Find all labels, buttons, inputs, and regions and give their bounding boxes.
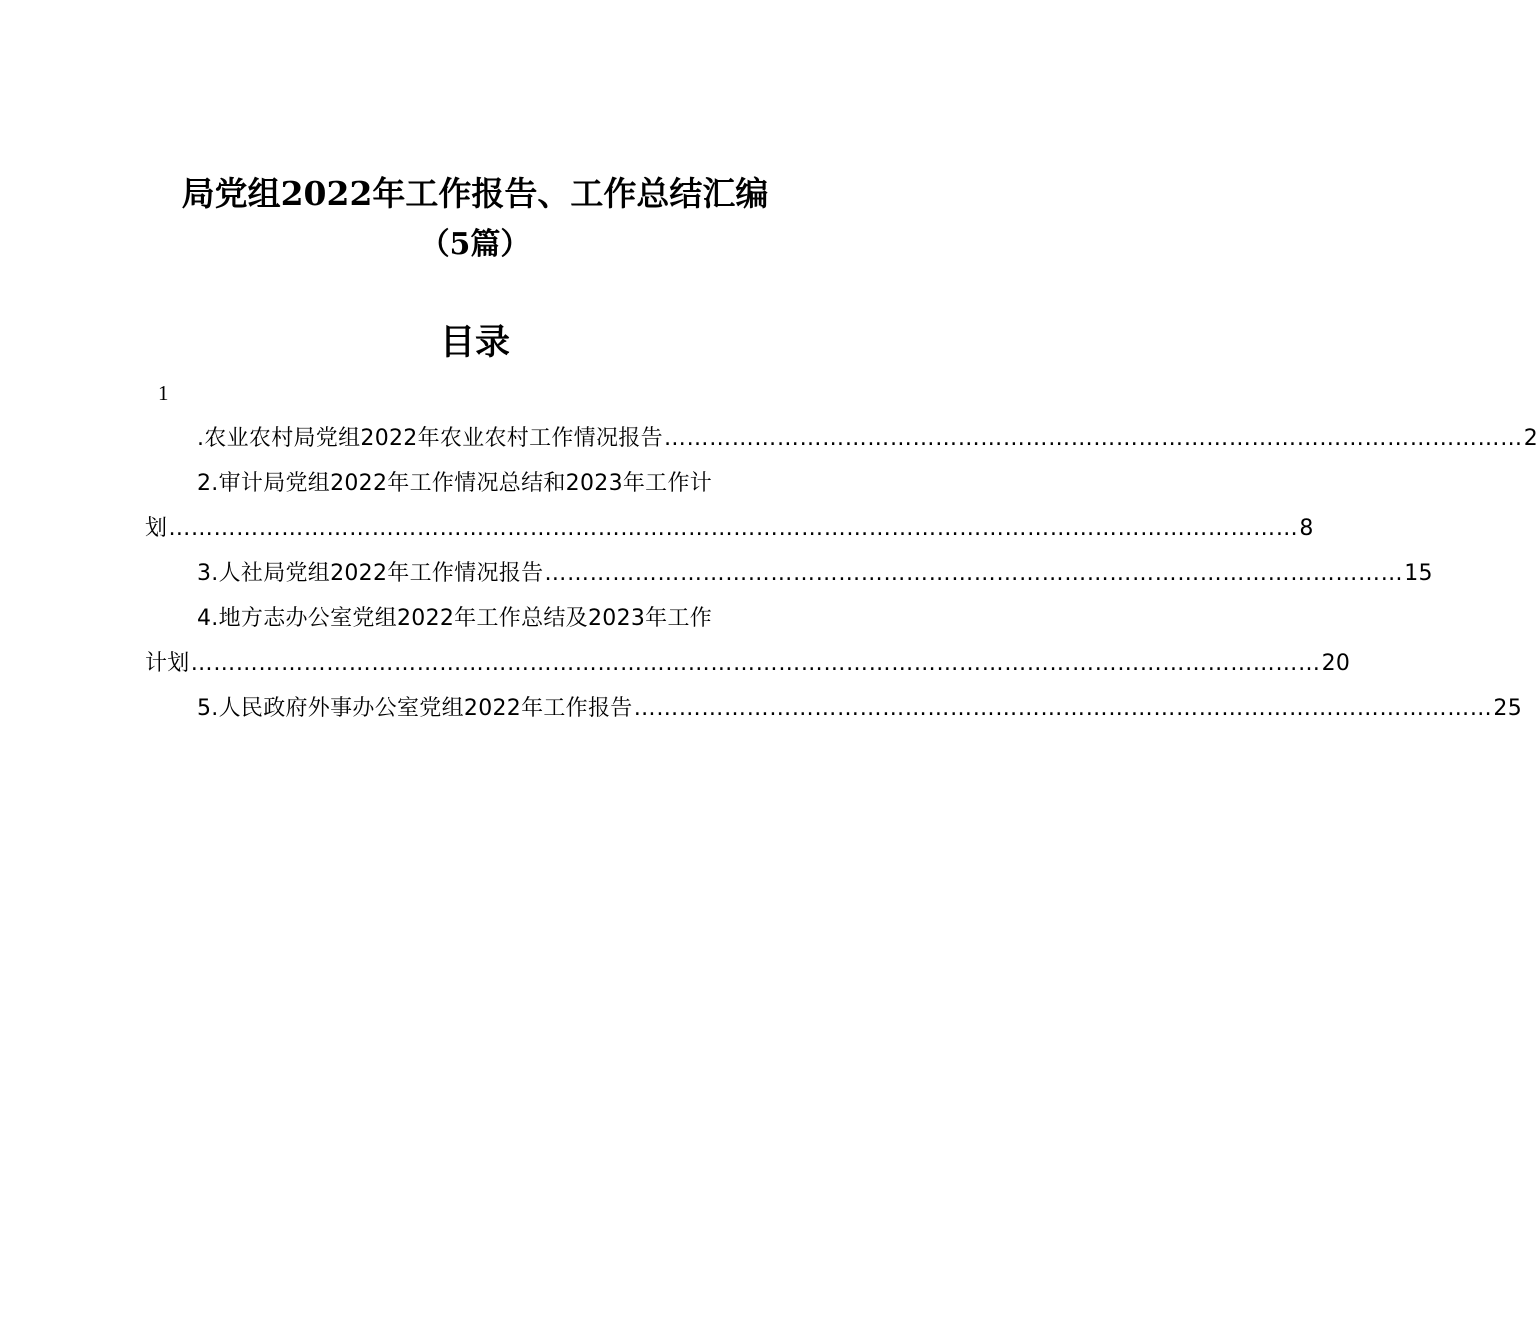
toc-entry-2[interactable] — [145, 461, 805, 506]
toc-entry-title: 4.地方志办公室党组2022年工作总结及2023年工作 — [197, 606, 713, 631]
toc-entry-4-continuation[interactable] — [145, 641, 1351, 686]
toc-page-number: 25 — [1493, 696, 1523, 721]
toc-page-number: 20 — [1321, 651, 1351, 676]
document-subtitle-count: （5篇） — [419, 227, 531, 262]
toc-page-number: 8 — [1299, 516, 1314, 541]
toc-entry-title: .农业农村局党组2022年农业农村工作情况报告 — [197, 426, 663, 451]
toc-leader-dots: …………………………………………………………………………………………………… — [663, 426, 1523, 451]
toc-leader-dots: …………………………………………………………………………………………………………………………………… — [190, 651, 1321, 676]
toc-leader-dots: …………………………………………………………………………………………………… — [633, 696, 1493, 721]
toc-entry-4[interactable] — [145, 596, 805, 641]
toc-entry-title: 2.审计局党组2022年工作情况总结和2023年工作计 — [197, 471, 713, 496]
toc-heading: 目录 — [439, 322, 510, 363]
toc-entry-title-continued: 划 — [145, 516, 168, 541]
toc-page-number: 15 — [1404, 561, 1433, 586]
document-title: 局党组2022年工作报告、工作总结汇编 — [181, 174, 769, 213]
toc-leader-dots: …………………………………………………………………………………………………… — [544, 561, 1404, 586]
toc-entry-2-continuation[interactable] — [145, 506, 1314, 551]
toc-entry-5[interactable] — [145, 686, 1523, 731]
toc-entry-title: 3.人社局党组2022年工作情况报告 — [197, 561, 544, 586]
table-of-contents — [145, 416, 1538, 731]
toc-entry-title-continued: 计划 — [145, 651, 190, 676]
toc-entry-1[interactable] — [145, 416, 1538, 461]
toc-page-number: 2 — [1523, 426, 1538, 451]
stray-entry-number: 1 — [158, 381, 169, 405]
toc-leader-dots: …………………………………………………………………………………………………………………………………… — [168, 516, 1299, 541]
toc-entry-3[interactable] — [145, 551, 1433, 596]
toc-entry-title: 5.人民政府外事办公室党组2022年工作报告 — [197, 696, 633, 721]
